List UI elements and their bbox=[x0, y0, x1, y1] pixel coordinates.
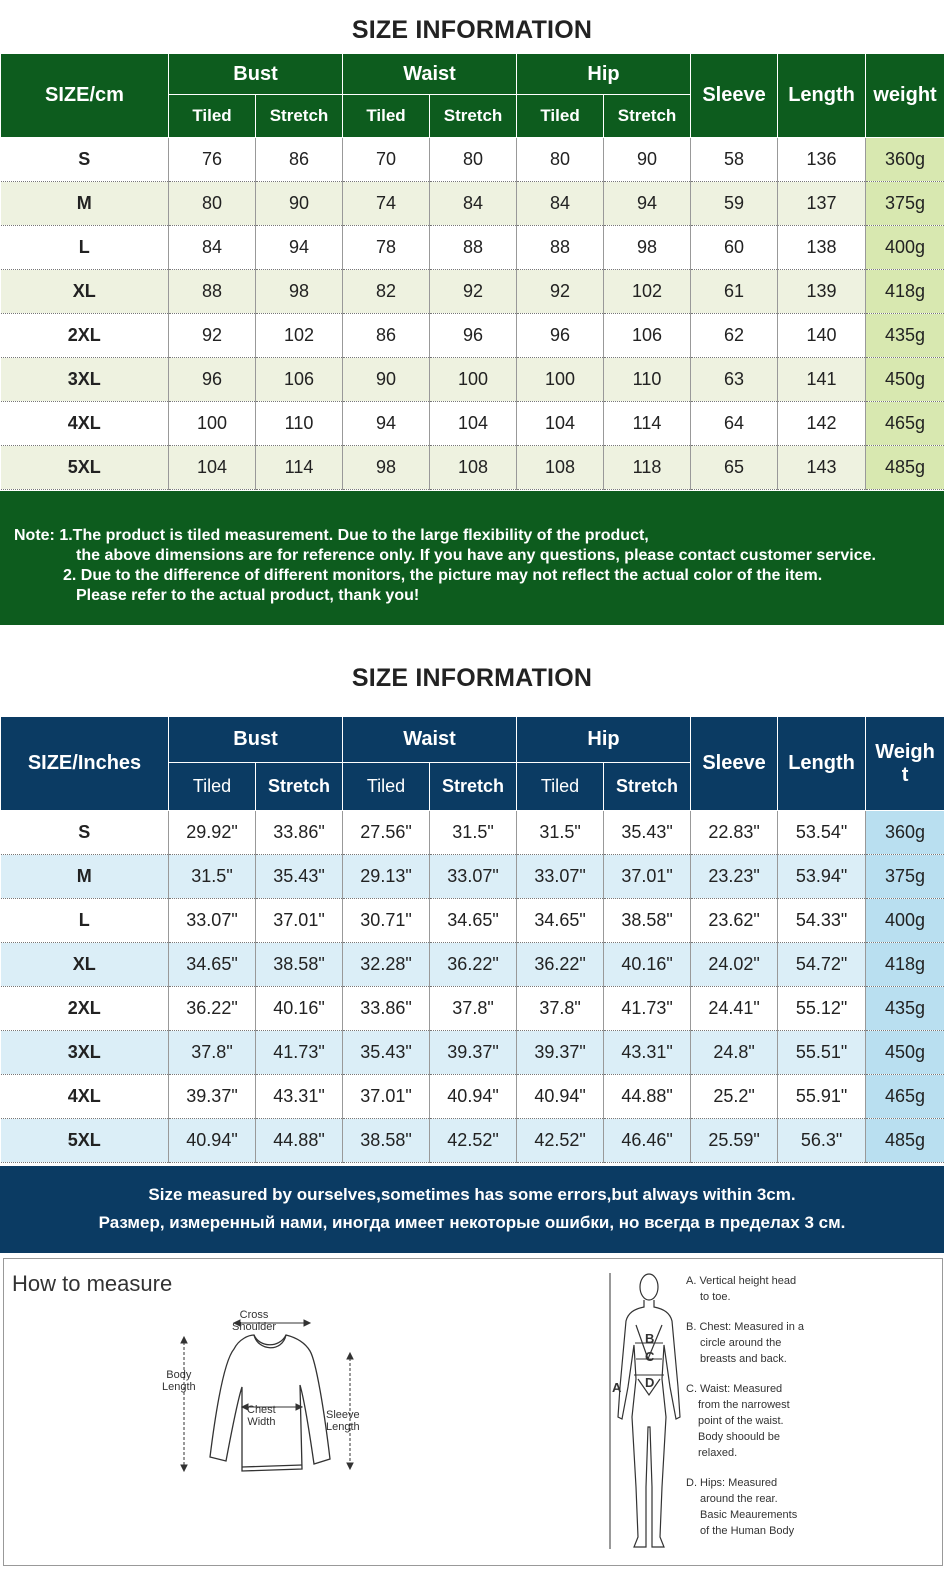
inch-size-table-body bbox=[1, 811, 944, 1163]
sleeve-cell: 60 bbox=[691, 226, 778, 270]
bust-tiled-cell: 96 bbox=[169, 358, 256, 402]
length-cell: 54.72" bbox=[778, 943, 866, 987]
hip-tiled-header: Tiled bbox=[517, 95, 604, 138]
waist-tiled-cell: 90 bbox=[343, 358, 430, 402]
table-row bbox=[1, 1119, 944, 1163]
how-to-measure-title: How to measure bbox=[12, 1271, 173, 1296]
cross-shoulder-line-2: Shoulder bbox=[232, 1321, 277, 1333]
figure-letter-d: D bbox=[645, 1375, 655, 1390]
waist-tiled-header: Tiled bbox=[343, 763, 430, 811]
bust-header: Bust bbox=[169, 54, 343, 95]
bust-stretch-cell: 110 bbox=[256, 402, 343, 446]
bust-stretch-cell: 94 bbox=[256, 226, 343, 270]
hip-tiled-cell: 42.52" bbox=[517, 1119, 604, 1163]
bust-stretch-cell: 37.01" bbox=[256, 899, 343, 943]
bust-stretch-cell: 44.88" bbox=[256, 1119, 343, 1163]
hip-stretch-cell: 102 bbox=[604, 270, 691, 314]
bust-tiled-cell: 84 bbox=[169, 226, 256, 270]
how-to-measure-panel bbox=[3, 1258, 943, 1566]
sleeve-cell: 62 bbox=[691, 314, 778, 358]
sleeve-cell: 59 bbox=[691, 182, 778, 226]
sleeve-cell: 58 bbox=[691, 138, 778, 182]
instr-b-3: breasts and back. bbox=[700, 1353, 787, 1365]
table-row bbox=[1, 446, 944, 490]
size-cell: 3XL bbox=[1, 358, 169, 402]
waist-stretch-cell: 36.22" bbox=[430, 943, 517, 987]
bust-tiled-cell: 31.5" bbox=[169, 855, 256, 899]
length-cell: 140 bbox=[778, 314, 866, 358]
bust-tiled-cell: 33.07" bbox=[169, 899, 256, 943]
waist-stretch-cell: 34.65" bbox=[430, 899, 517, 943]
waist-header: Waist bbox=[343, 54, 517, 95]
sleeve-length-line-2: Length bbox=[326, 1421, 360, 1433]
bust-stretch-cell: 41.73" bbox=[256, 1031, 343, 1075]
bust-stretch-cell: 98 bbox=[256, 270, 343, 314]
note-line-4: Please refer to the actual product, thank you! bbox=[76, 587, 420, 604]
waist-tiled-cell: 27.56" bbox=[343, 811, 430, 855]
instr-b-1: B. Chest: Measured in a bbox=[686, 1321, 805, 1333]
length-cell: 142 bbox=[778, 402, 866, 446]
length-cell: 143 bbox=[778, 446, 866, 490]
weight-cell: 450g bbox=[866, 358, 944, 402]
measure-instructions bbox=[686, 1273, 804, 1539]
bust-stretch-cell: 40.16" bbox=[256, 987, 343, 1031]
length-header: Length bbox=[778, 717, 866, 811]
waist-stretch-header: Stretch bbox=[430, 763, 517, 811]
waist-tiled-cell: 32.28" bbox=[343, 943, 430, 987]
table-row bbox=[1, 1031, 944, 1075]
size-cell: M bbox=[1, 182, 169, 226]
cm-size-table-body bbox=[1, 138, 944, 490]
waist-tiled-header: Tiled bbox=[343, 95, 430, 138]
hip-tiled-cell: 100 bbox=[517, 358, 604, 402]
table-row bbox=[1, 358, 944, 402]
waist-tiled-cell: 98 bbox=[343, 446, 430, 490]
figure-letter-a: A bbox=[612, 1380, 622, 1395]
weight-header-line-2: t bbox=[901, 763, 909, 786]
length-cell: 55.91" bbox=[778, 1075, 866, 1119]
body-length-line-1: Body bbox=[166, 1369, 192, 1381]
waist-stretch-cell: 96 bbox=[430, 314, 517, 358]
weight-header-line-1: Weigh bbox=[875, 740, 935, 763]
table-row bbox=[1, 1075, 944, 1119]
sleeve-header: Sleeve bbox=[691, 54, 778, 138]
instr-c-4: Body shoould be bbox=[698, 1431, 780, 1443]
hip-stretch-cell: 90 bbox=[604, 138, 691, 182]
bust-tiled-cell: 104 bbox=[169, 446, 256, 490]
banner-russian: Размер, измеренный нами, иногда имеет некоторые ошибки, но всегда в пределах 3 см. bbox=[98, 1213, 846, 1232]
hip-header: Hip bbox=[517, 717, 691, 763]
hip-stretch-cell: 46.46" bbox=[604, 1119, 691, 1163]
waist-tiled-cell: 33.86" bbox=[343, 987, 430, 1031]
measurement-error-banner bbox=[0, 1166, 944, 1253]
figure-letter-c: C bbox=[645, 1349, 655, 1364]
bust-tiled-cell: 29.92" bbox=[169, 811, 256, 855]
weight-cell: 375g bbox=[866, 855, 944, 899]
figure-letter-b: B bbox=[645, 1331, 655, 1346]
waist-tiled-cell: 35.43" bbox=[343, 1031, 430, 1075]
length-cell: 141 bbox=[778, 358, 866, 402]
sleeve-cell: 61 bbox=[691, 270, 778, 314]
weight-header: weight bbox=[866, 54, 944, 138]
waist-tiled-cell: 30.71" bbox=[343, 899, 430, 943]
sleeve-cell: 23.23" bbox=[691, 855, 778, 899]
weight-cell: 375g bbox=[866, 182, 944, 226]
bust-stretch-cell: 86 bbox=[256, 138, 343, 182]
bust-tiled-cell: 76 bbox=[169, 138, 256, 182]
cross-shoulder-line-1: Cross bbox=[239, 1309, 269, 1321]
bust-stretch-cell: 106 bbox=[256, 358, 343, 402]
instr-c-2: from the narrowest bbox=[698, 1399, 790, 1411]
weight-cell: 400g bbox=[866, 899, 944, 943]
instr-a-2: to toe. bbox=[700, 1291, 731, 1303]
length-cell: 56.3" bbox=[778, 1119, 866, 1163]
hip-stretch-cell: 110 bbox=[604, 358, 691, 402]
length-cell: 54.33" bbox=[778, 899, 866, 943]
hip-stretch-cell: 41.73" bbox=[604, 987, 691, 1031]
sleeve-cell: 23.62" bbox=[691, 899, 778, 943]
bust-tiled-header: Tiled bbox=[169, 95, 256, 138]
inch-size-table bbox=[0, 716, 944, 1163]
bust-stretch-cell: 102 bbox=[256, 314, 343, 358]
size-cell: S bbox=[1, 138, 169, 182]
body-length-line-2: Length bbox=[162, 1381, 196, 1393]
size-cell: L bbox=[1, 899, 169, 943]
weight-cell: 435g bbox=[866, 987, 944, 1031]
bust-tiled-cell: 88 bbox=[169, 270, 256, 314]
table-row bbox=[1, 899, 944, 943]
waist-stretch-cell: 108 bbox=[430, 446, 517, 490]
bust-tiled-cell: 80 bbox=[169, 182, 256, 226]
bust-tiled-cell: 37.8" bbox=[169, 1031, 256, 1075]
hip-stretch-cell: 37.01" bbox=[604, 855, 691, 899]
size-cell: 2XL bbox=[1, 314, 169, 358]
weight-cell: 485g bbox=[866, 1119, 944, 1163]
instr-c-1: C. Waist: Measured bbox=[686, 1383, 783, 1395]
hip-stretch-cell: 98 bbox=[604, 226, 691, 270]
waist-tiled-cell: 74 bbox=[343, 182, 430, 226]
weight-cell: 418g bbox=[866, 270, 944, 314]
sleeve-cell: 24.02" bbox=[691, 943, 778, 987]
waist-stretch-cell: 100 bbox=[430, 358, 517, 402]
body-length-label bbox=[162, 1369, 196, 1393]
waist-tiled-cell: 37.01" bbox=[343, 1075, 430, 1119]
table-row bbox=[1, 402, 944, 446]
instr-d-1: D. Hips: Measured bbox=[686, 1477, 778, 1489]
bust-tiled-cell: 39.37" bbox=[169, 1075, 256, 1119]
hip-stretch-header: Stretch bbox=[604, 763, 691, 811]
sleeve-cell: 64 bbox=[691, 402, 778, 446]
waist-stretch-cell: 88 bbox=[430, 226, 517, 270]
cross-shoulder-label bbox=[232, 1309, 276, 1333]
waist-stretch-cell: 33.07" bbox=[430, 855, 517, 899]
weight-cell: 400g bbox=[866, 226, 944, 270]
sleeve-cell: 25.59" bbox=[691, 1119, 778, 1163]
bust-stretch-cell: 35.43" bbox=[256, 855, 343, 899]
hip-tiled-cell: 40.94" bbox=[517, 1075, 604, 1119]
waist-stretch-cell: 92 bbox=[430, 270, 517, 314]
weight-cell: 465g bbox=[866, 402, 944, 446]
length-cell: 137 bbox=[778, 182, 866, 226]
table-row bbox=[1, 811, 944, 855]
instr-c-5: relaxed. bbox=[698, 1447, 738, 1459]
size-header: SIZE/cm bbox=[1, 54, 169, 138]
hip-header: Hip bbox=[517, 54, 691, 95]
bust-tiled-cell: 40.94" bbox=[169, 1119, 256, 1163]
size-cell: L bbox=[1, 226, 169, 270]
hip-tiled-cell: 88 bbox=[517, 226, 604, 270]
waist-stretch-cell: 39.37" bbox=[430, 1031, 517, 1075]
weight-cell: 435g bbox=[866, 314, 944, 358]
cm-note bbox=[0, 491, 944, 625]
length-header: Length bbox=[778, 54, 866, 138]
bust-tiled-cell: 36.22" bbox=[169, 987, 256, 1031]
weight-cell: 465g bbox=[866, 1075, 944, 1119]
note-line-2: the above dimensions are for reference only. If you have any questions, please contact customer service. bbox=[76, 547, 876, 564]
table-row bbox=[1, 270, 944, 314]
table-row bbox=[1, 855, 944, 899]
inch-size-title: SIZE INFORMATION bbox=[351, 664, 593, 692]
hip-stretch-cell: 118 bbox=[604, 446, 691, 490]
hip-tiled-cell: 31.5" bbox=[517, 811, 604, 855]
sleeve-cell: 63 bbox=[691, 358, 778, 402]
hip-tiled-cell: 34.65" bbox=[517, 899, 604, 943]
bust-stretch-cell: 90 bbox=[256, 182, 343, 226]
bust-stretch-header: Stretch bbox=[256, 763, 343, 811]
hip-stretch-cell: 40.16" bbox=[604, 943, 691, 987]
table-row bbox=[1, 138, 944, 182]
sleeve-cell: 65 bbox=[691, 446, 778, 490]
hip-tiled-cell: 36.22" bbox=[517, 943, 604, 987]
waist-tiled-cell: 94 bbox=[343, 402, 430, 446]
hip-tiled-cell: 96 bbox=[517, 314, 604, 358]
bust-stretch-cell: 114 bbox=[256, 446, 343, 490]
weight-cell: 450g bbox=[866, 1031, 944, 1075]
waist-tiled-cell: 78 bbox=[343, 226, 430, 270]
sleeve-header: Sleeve bbox=[691, 717, 778, 811]
size-cell: 3XL bbox=[1, 1031, 169, 1075]
table-row bbox=[1, 182, 944, 226]
size-cell: XL bbox=[1, 270, 169, 314]
length-cell: 53.94" bbox=[778, 855, 866, 899]
hip-tiled-cell: 37.8" bbox=[517, 987, 604, 1031]
chest-width-line-1: Chest bbox=[247, 1404, 276, 1416]
bust-stretch-header: Stretch bbox=[256, 95, 343, 138]
size-cell: 2XL bbox=[1, 987, 169, 1031]
hip-tiled-cell: 108 bbox=[517, 446, 604, 490]
hip-tiled-cell: 84 bbox=[517, 182, 604, 226]
instr-d-3: Basic Meaurements bbox=[700, 1509, 798, 1521]
weight-cell: 360g bbox=[866, 811, 944, 855]
size-cell: 4XL bbox=[1, 402, 169, 446]
cm-size-title: SIZE INFORMATION bbox=[351, 16, 593, 44]
size-cell: XL bbox=[1, 943, 169, 987]
sleeve-length-line-1: Sleeve bbox=[326, 1409, 360, 1421]
bust-header: Bust bbox=[169, 717, 343, 763]
waist-stretch-cell: 37.8" bbox=[430, 987, 517, 1031]
sleeve-cell: 25.2" bbox=[691, 1075, 778, 1119]
size-cell: 5XL bbox=[1, 1119, 169, 1163]
bust-stretch-cell: 38.58" bbox=[256, 943, 343, 987]
bust-stretch-cell: 33.86" bbox=[256, 811, 343, 855]
hip-stretch-header: Stretch bbox=[604, 95, 691, 138]
length-cell: 139 bbox=[778, 270, 866, 314]
waist-stretch-cell: 84 bbox=[430, 182, 517, 226]
waist-stretch-cell: 31.5" bbox=[430, 811, 517, 855]
note-line-1: Note: 1.The product is tiled measurement. Due to the large flexibility of the product, bbox=[14, 527, 649, 544]
length-cell: 55.51" bbox=[778, 1031, 866, 1075]
chest-width-label bbox=[247, 1404, 276, 1428]
sleeve-length-label bbox=[326, 1409, 360, 1433]
hip-tiled-cell: 104 bbox=[517, 402, 604, 446]
table-row bbox=[1, 226, 944, 270]
hip-stretch-cell: 94 bbox=[604, 182, 691, 226]
table-row bbox=[1, 314, 944, 358]
bust-tiled-cell: 92 bbox=[169, 314, 256, 358]
waist-tiled-cell: 70 bbox=[343, 138, 430, 182]
waist-tiled-cell: 29.13" bbox=[343, 855, 430, 899]
length-cell: 53.54" bbox=[778, 811, 866, 855]
hip-tiled-cell: 39.37" bbox=[517, 1031, 604, 1075]
hip-tiled-cell: 33.07" bbox=[517, 855, 604, 899]
instr-a-1: A. Vertical height head bbox=[686, 1275, 797, 1287]
table-row bbox=[1, 943, 944, 987]
instr-d-4: of the Human Body bbox=[700, 1525, 795, 1537]
hip-stretch-cell: 35.43" bbox=[604, 811, 691, 855]
hip-tiled-header: Tiled bbox=[517, 763, 604, 811]
table-row bbox=[1, 987, 944, 1031]
bust-tiled-cell: 34.65" bbox=[169, 943, 256, 987]
hip-tiled-cell: 92 bbox=[517, 270, 604, 314]
hip-stretch-cell: 114 bbox=[604, 402, 691, 446]
weight-cell: 360g bbox=[866, 138, 944, 182]
banner-english: Size measured by ourselves,sometimes has some errors,but always within 3cm. bbox=[148, 1185, 796, 1204]
waist-tiled-cell: 82 bbox=[343, 270, 430, 314]
hip-stretch-cell: 38.58" bbox=[604, 899, 691, 943]
hip-tiled-cell: 80 bbox=[517, 138, 604, 182]
length-cell: 136 bbox=[778, 138, 866, 182]
note-line-3: 2. Due to the difference of different monitors, the picture may not reflect the actual color of the item. bbox=[63, 567, 823, 584]
bust-tiled-cell: 100 bbox=[169, 402, 256, 446]
hip-stretch-cell: 106 bbox=[604, 314, 691, 358]
instr-b-2: circle around the bbox=[700, 1337, 782, 1349]
chest-width-line-2: Width bbox=[247, 1416, 276, 1428]
human-figure-diagram bbox=[604, 1267, 684, 1559]
sleeve-cell: 22.83" bbox=[691, 811, 778, 855]
waist-stretch-cell: 40.94" bbox=[430, 1075, 517, 1119]
sleeve-cell: 24.8" bbox=[691, 1031, 778, 1075]
size-cell: 5XL bbox=[1, 446, 169, 490]
size-cell: S bbox=[1, 811, 169, 855]
waist-stretch-cell: 80 bbox=[430, 138, 517, 182]
cm-size-table bbox=[0, 53, 944, 490]
size-cell: 4XL bbox=[1, 1075, 169, 1119]
waist-tiled-cell: 38.58" bbox=[343, 1119, 430, 1163]
waist-header: Waist bbox=[343, 717, 517, 763]
hip-stretch-cell: 43.31" bbox=[604, 1031, 691, 1075]
length-cell: 138 bbox=[778, 226, 866, 270]
weight-cell: 418g bbox=[866, 943, 944, 987]
length-cell: 55.12" bbox=[778, 987, 866, 1031]
sleeve-cell: 24.41" bbox=[691, 987, 778, 1031]
bust-tiled-header: Tiled bbox=[169, 763, 256, 811]
waist-stretch-cell: 104 bbox=[430, 402, 517, 446]
instr-d-2: around the rear. bbox=[700, 1493, 778, 1505]
waist-tiled-cell: 86 bbox=[343, 314, 430, 358]
hip-stretch-cell: 44.88" bbox=[604, 1075, 691, 1119]
size-header: SIZE/Inches bbox=[1, 717, 169, 811]
size-cell: M bbox=[1, 855, 169, 899]
bust-stretch-cell: 43.31" bbox=[256, 1075, 343, 1119]
instr-c-3: point of the waist. bbox=[698, 1415, 784, 1427]
weight-cell: 485g bbox=[866, 446, 944, 490]
waist-stretch-header: Stretch bbox=[430, 95, 517, 138]
weight-header bbox=[866, 717, 944, 811]
waist-stretch-cell: 42.52" bbox=[430, 1119, 517, 1163]
